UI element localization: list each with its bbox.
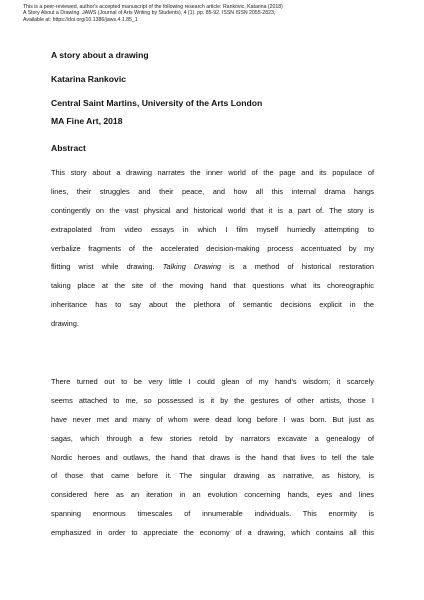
- body-paragraph: [51, 373, 374, 543]
- text-line: Nordic heroes and outlaws, the hand that draws is the hand that lives to tell the tale: [51, 452, 374, 462]
- text-line: This story about a drawing narrates the inner world of the page and its populace of: [51, 168, 374, 177]
- text-line: have never met and many of whom were dead long before I was born. But just as: [51, 414, 374, 424]
- citation-header: [23, 4, 408, 23]
- text-line: sagas, which through a few stories retold by narrators excavate a genealogy of: [51, 433, 374, 443]
- text-line: inheritance has to say about the plethora of semantic decisions explicit in the: [51, 300, 374, 310]
- text-line: seems attached to me, so possessed is it by the gestures of other artists, those I: [51, 395, 374, 405]
- text-line: verbalize fragments of the accelerated decision-making process accentuated by my: [51, 243, 374, 253]
- abstract-paragraph: [51, 164, 374, 334]
- text-line: There turned out to be very little I could glean of my hand's wisdom; it scarcely: [51, 377, 374, 386]
- italic-title: Talking Drawing: [162, 262, 222, 272]
- text-line: taking place at the site of the moving hand that questions what its choreographic: [51, 281, 374, 291]
- affiliation-line: Central Saint Martins, University of the Arts London: [51, 98, 263, 108]
- text-line: [51, 258, 374, 277]
- citation-line: This is a peer-reviewed, author's accepted manuscript of the following research article: Rankovic, Katarina (2018): [23, 4, 283, 10]
- text-run: flitting wrist while drawing.: [51, 262, 163, 272]
- article-title: A story about a drawing: [51, 50, 149, 60]
- text-line: contingently on the vast physical and historical world that it is a part of. The story is: [51, 205, 374, 215]
- text-run: is a method of historical restoration: [221, 262, 374, 272]
- text-line: spanning enormous timescales of innumerable individuals. This enormity is: [51, 509, 374, 519]
- text-line: emphasized in order to appreciate the economy of a drawing, which contains all this: [51, 528, 374, 538]
- affiliation-line: MA Fine Art, 2018: [51, 116, 123, 126]
- text-line: drawing.: [51, 319, 79, 329]
- abstract-heading: Abstract: [51, 143, 86, 153]
- text-line: of those that came before it. The singular drawing as narrative, as history, is: [51, 471, 374, 481]
- author-name: Katarina Rankovic: [51, 74, 126, 84]
- text-line: lines, their struggles and their peace, and how all this internal drama hangs: [51, 186, 374, 196]
- citation-line: A Story About a Drawing. JAWS (Journal of Arts Writing by Students), 4 (1). pp. 85-92. ISSN ISSN 2055-2823,: [23, 10, 276, 17]
- text-line: extrapolated from video essays in which I film myself hurriedly attempting to: [51, 224, 374, 234]
- text-line: considered here as an iteration in an evolution concerning hands, eyes and lines: [51, 490, 374, 500]
- citation-line: Available at: https://doi.org/10.1386/jaws.4.1.85_1: [23, 16, 138, 23]
